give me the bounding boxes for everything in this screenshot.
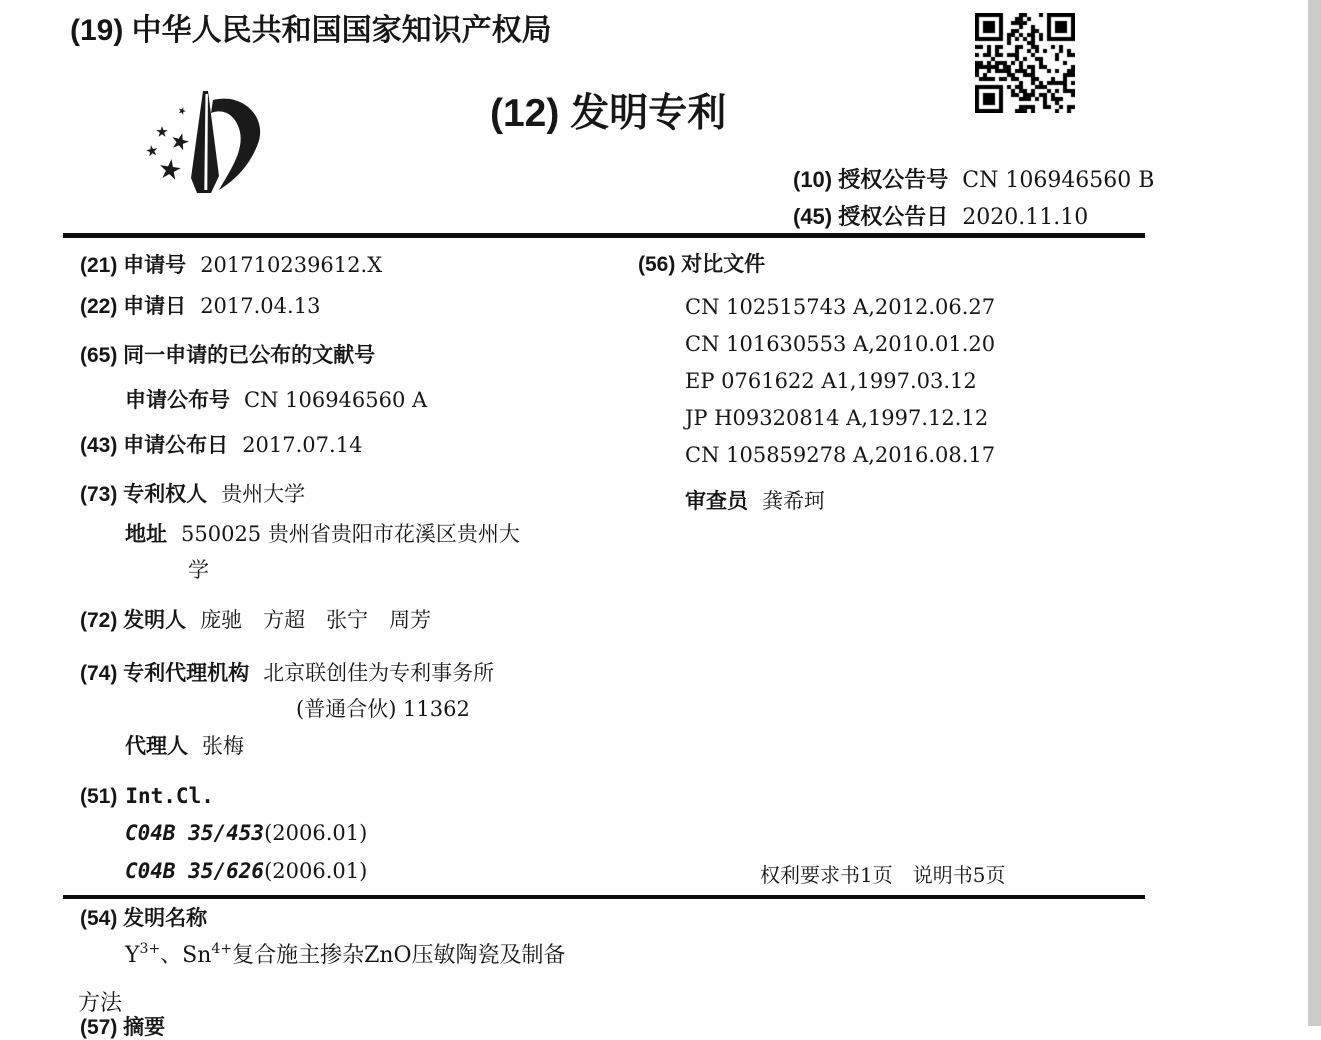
header-divider [63,233,1145,238]
citation-value: CN 102515743 A,2012.06.27 [685,295,996,319]
publication-date-label: (43) 申请公布日 [80,434,229,457]
invention-title-header [80,907,207,931]
int-cl-prefix: (51) [80,785,118,808]
inventors-label: (72) 发明人 [80,609,187,632]
examiner-row [685,489,825,514]
section-divider [63,895,1145,899]
citation-row [685,443,995,468]
inventors-value: 庞驰 方超 张宁 周芳 [200,608,432,632]
application-number-label: (21) 申请号 [80,254,187,277]
agency-label: (74) 专利代理机构 [80,662,250,685]
ipc-edition: (2006.01) [264,859,368,883]
agency-value: 北京联创佳为专利事务所 [263,661,495,685]
int-cl-row [80,784,214,809]
inventors-row [80,608,431,633]
ipc-code: C04B 35/626 [125,859,265,883]
citation-value: EP 0761622 A1,1997.03.12 [685,369,977,393]
agent-row [125,734,244,759]
application-date-label: (22) 申请日 [80,295,187,318]
grant-date-value: 2020.11.10 [962,205,1089,230]
document-type-title: (12) 发明专利 [490,92,727,135]
publication-date-value: 2017.07.14 [242,433,363,457]
logo-stars-icon [145,106,190,180]
publication-number-label: 申请公布号 [125,389,230,412]
agent-label: 代理人 [125,735,188,758]
grant-number-value: CN 106946560 B [962,168,1155,193]
address-value-line2: 学 [188,558,209,582]
superscript: 4+ [211,941,233,957]
address-label: 地址 [125,523,167,546]
invention-title-line1: $Y^{3+}$、$Sn^{4+}$复合施主掺杂ZnO压敏陶瓷及制备 [125,941,566,968]
int-cl-entry-row [125,821,367,846]
application-number-value: 201710239612.X [200,253,383,277]
grant-date-row [793,204,1088,230]
examiner-label: 审查员 [685,490,748,513]
citation-row [685,369,977,394]
citation-row [685,332,995,357]
address-row [125,522,520,547]
application-date-value: 2017.04.13 [200,294,321,318]
prior-publication-label: (65) 同一申请的已公布的文献号 [80,344,376,367]
invention-title-label: (54) 发明名称 [80,907,208,930]
abstract-label: (57) 摘要 [80,1016,166,1039]
agency-row-continued [296,697,470,722]
agent-value: 张梅 [202,734,244,758]
address-row-continued [188,558,209,583]
int-cl-entry-row [125,859,367,884]
agency-row [80,661,494,686]
agency-value-line2: (普通合伙) 11362 [296,697,470,721]
patentee-label: (73) 专利权人 [80,483,208,506]
citation-value: CN 101630553 A,2010.01.20 [685,332,996,356]
qr-code [975,13,1075,113]
int-cl-label: Int.Cl. [125,784,214,808]
publication-date-row [80,433,362,458]
invention-title-line2: 方法 [78,991,123,1016]
grant-number-row [793,167,1154,193]
citation-row [685,406,988,431]
patentee-row [80,482,305,507]
grant-date-label: (45) 授权公告日 [793,204,949,229]
ipc-edition: (2006.01) [264,821,368,845]
examiner-value: 龚希珂 [762,489,825,513]
publication-number-value: CN 106946560 A [244,388,428,412]
citations-label: (56) 对比文件 [638,253,766,276]
citations-header-row [638,253,765,277]
office-name: (19) 中华人民共和国国家知识产权局 [70,14,552,47]
abstract-header-clipped [80,1016,165,1040]
scrollbar[interactable] [1308,0,1321,1026]
application-date-row [80,294,320,319]
publication-number-row [125,388,427,413]
citation-row [685,295,995,320]
cnipa-logo [145,90,270,198]
grant-number-label: (10) 授权公告号 [793,167,949,192]
pages-note: 权利要求书1页 说明书5页 [760,863,1006,887]
citation-value: CN 105859278 A,2016.08.17 [685,443,996,467]
patentee-value: 贵州大学 [221,482,306,506]
address-value-line1: 550025 贵州省贵阳市花溪区贵州大 [181,522,520,546]
ipc-code: C04B 35/453 [125,821,265,845]
superscript: 3+ [139,941,161,957]
application-number-row [80,253,382,278]
prior-publication-row [80,344,375,368]
citation-value: JP H09320814 A,1997.12.12 [685,406,989,430]
